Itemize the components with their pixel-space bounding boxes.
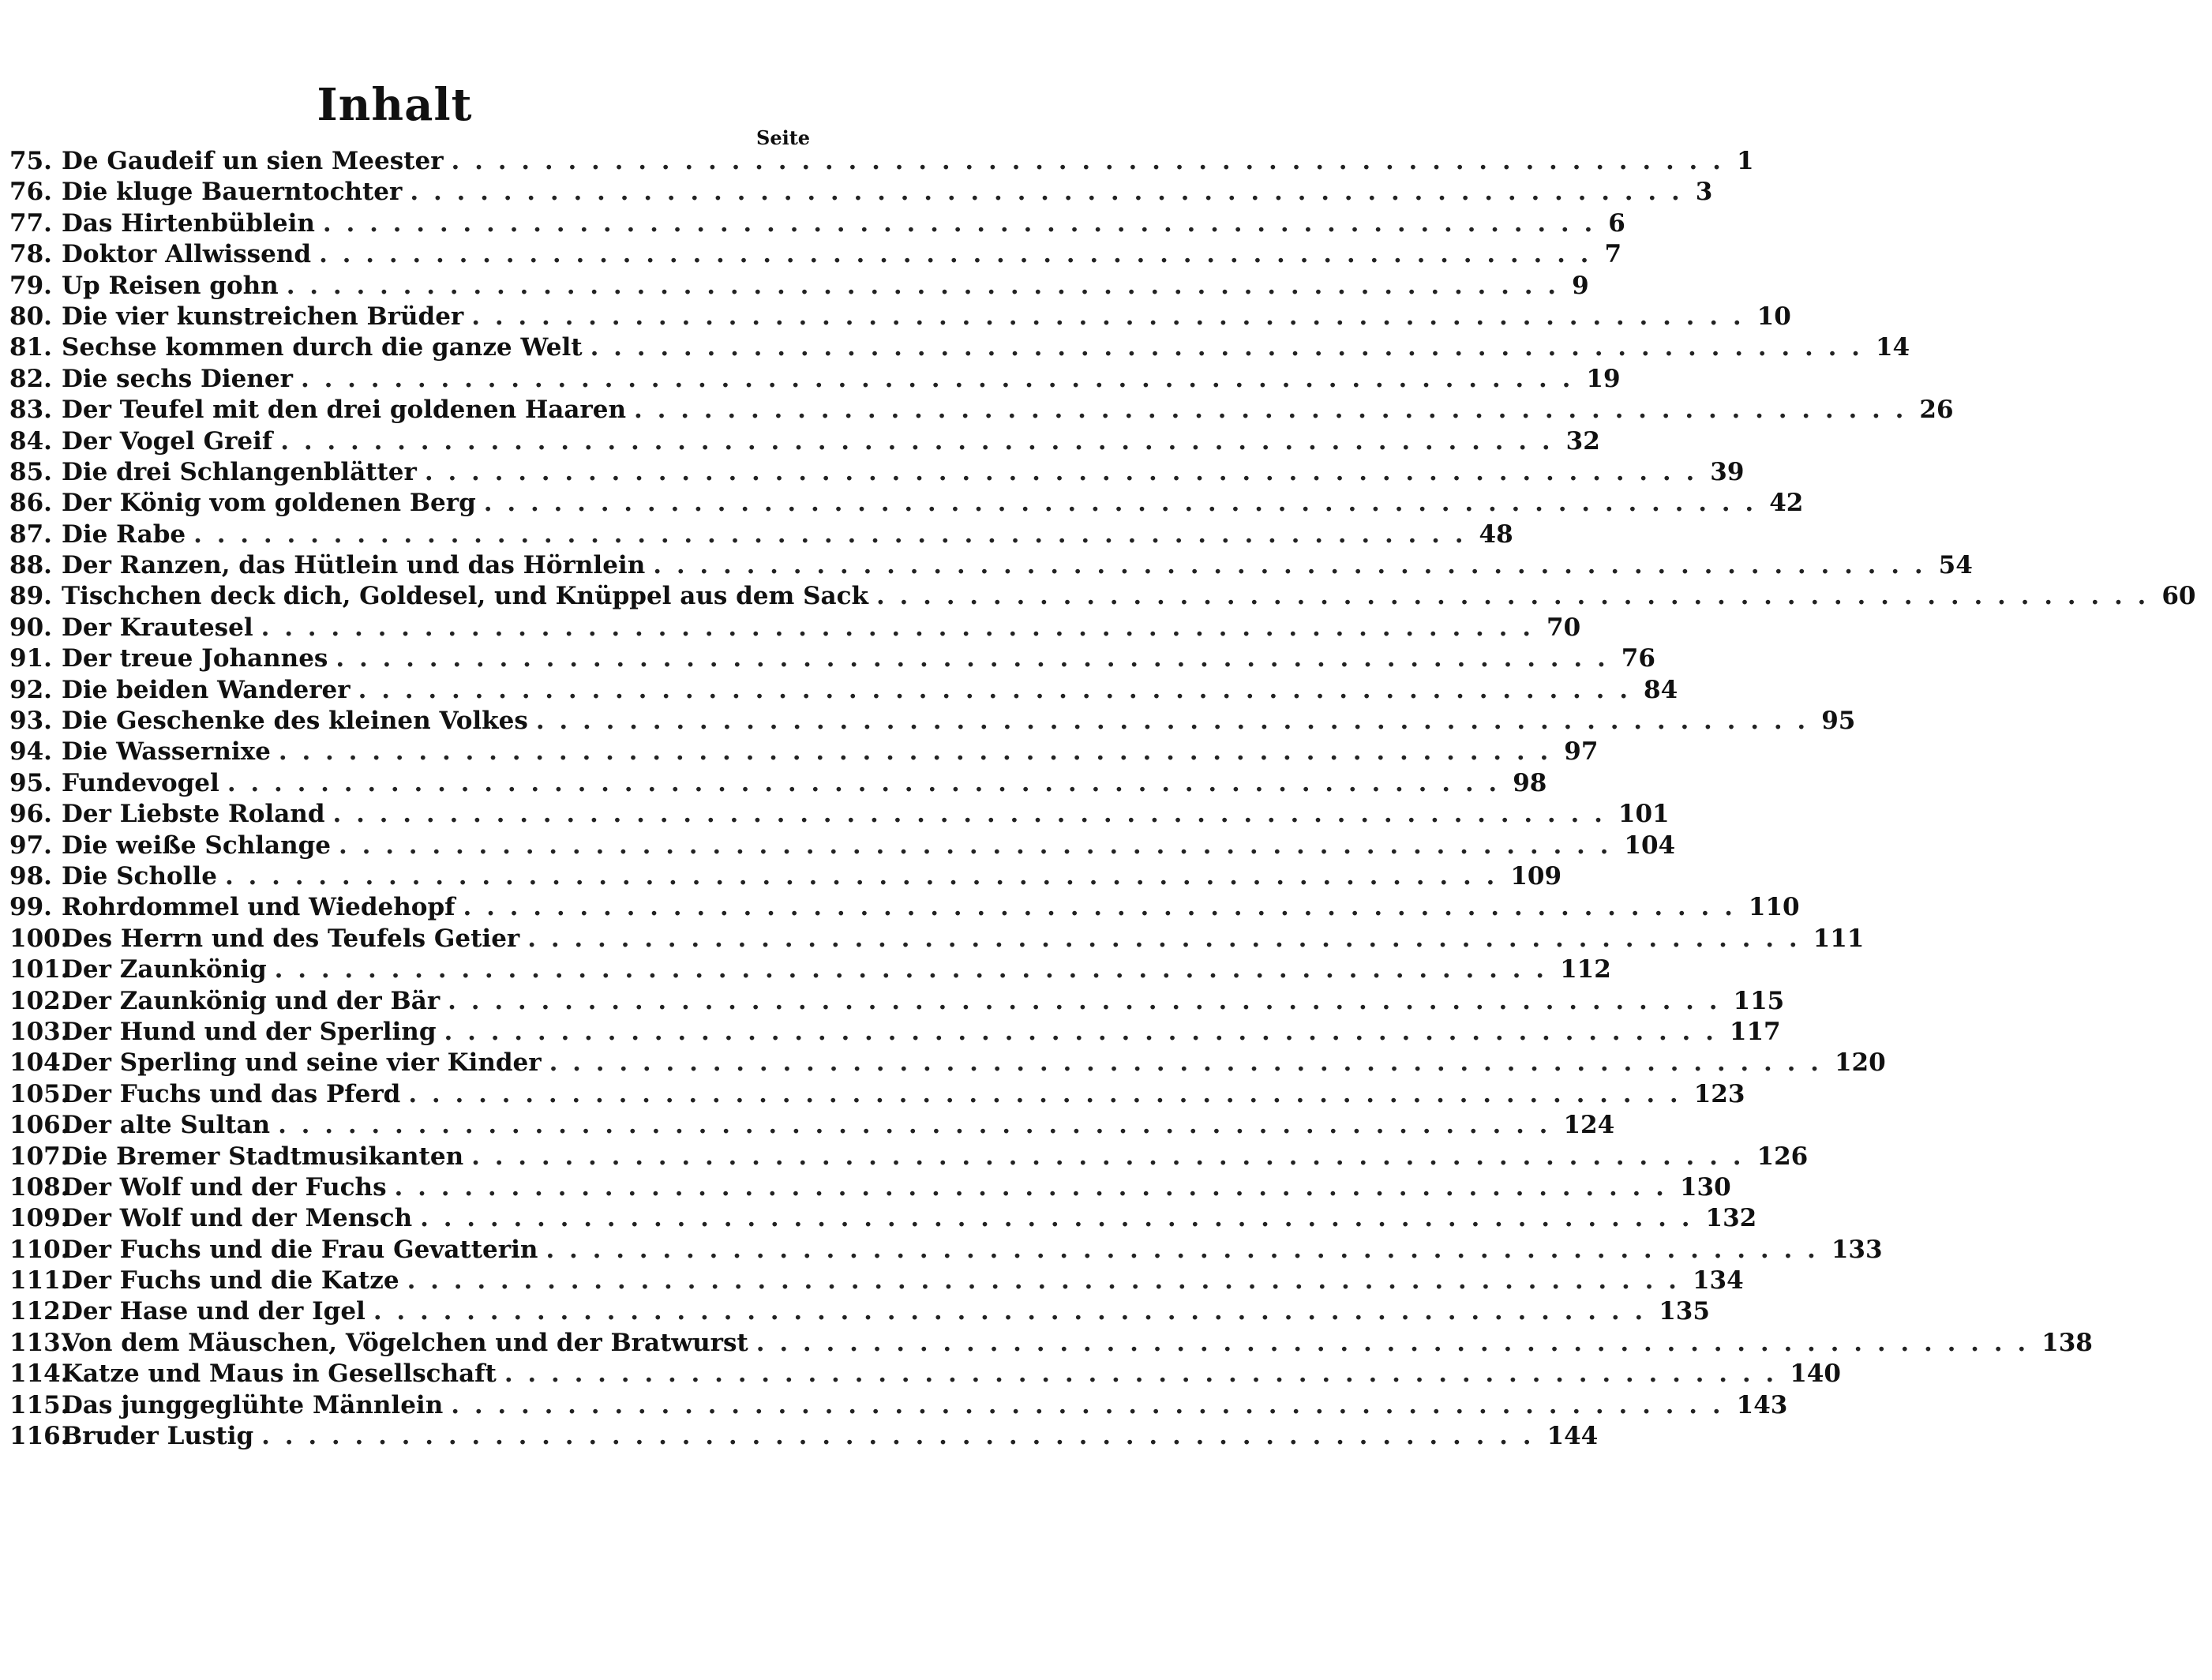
toc-entry-title: Tischchen deck dich, Goldesel, und Knüppel aus dem Sack <box>62 582 868 611</box>
toc-entry <box>9 737 1599 768</box>
toc-dot-leader <box>373 1297 1646 1326</box>
toc-entry <box>9 271 1589 302</box>
toc-dot-leader <box>484 489 1756 517</box>
toc-entry-number: 109. <box>9 1204 69 1233</box>
toc-entry-page: 76 <box>1621 644 1655 673</box>
toc-entry <box>9 613 1581 644</box>
toc-dot-leader <box>444 1018 1717 1046</box>
toc-dot-leader <box>634 396 1906 424</box>
toc-entry-title: Der Liebste Roland <box>62 800 325 829</box>
toc-entry-page: 112 <box>1560 955 1611 984</box>
toc-entry-number: 101. <box>9 955 69 984</box>
toc-entry-title: Das junggeglühte Männlein <box>62 1390 444 1419</box>
toc-entry <box>9 551 1973 582</box>
toc-dot-leader <box>358 676 1631 704</box>
toc-entry <box>9 1204 1757 1235</box>
toc-entry-number: 80. <box>9 302 52 331</box>
toc-entry-page: 130 <box>1679 1172 1731 1202</box>
toc-dot-leader <box>471 302 1744 331</box>
toc-entry-page: 115 <box>1733 986 1785 1015</box>
toc-entry-title: Der alte Sultan <box>62 1111 271 1140</box>
toc-entry-number: 86. <box>9 489 52 518</box>
toc-entry-page: 138 <box>2041 1328 2093 1357</box>
table-of-contents <box>9 147 2196 1453</box>
toc-entry-page: 39 <box>1710 457 1745 486</box>
toc-entry-number: 93. <box>9 707 52 736</box>
toc-entry-title: Die vier kunstreichen Brüder <box>62 302 464 331</box>
toc-dot-leader <box>876 582 2149 610</box>
toc-entry-number: 83. <box>9 396 52 425</box>
toc-entry-number: 105. <box>9 1079 69 1108</box>
toc-entry <box>9 644 1655 675</box>
toc-entry-page: 9 <box>1572 271 1589 300</box>
toc-entry-title: Der Ranzen, das Hütlein und das Hörnlein <box>62 551 646 580</box>
toc-dot-leader <box>471 1142 1744 1171</box>
toc-entry-title: Der Zaunkönig und der Bär <box>62 986 441 1015</box>
toc-entry-number: 76. <box>9 178 52 207</box>
toc-entry-title: Der Hase und der Igel <box>62 1297 366 1326</box>
toc-entry <box>9 302 1791 333</box>
toc-entry-page: 97 <box>1564 737 1599 767</box>
toc-entry <box>9 1048 1886 1079</box>
toc-entry <box>9 1328 2093 1359</box>
toc-entry-number: 98. <box>9 861 52 891</box>
toc-entry-number: 104. <box>9 1048 69 1078</box>
toc-entry-number: 103. <box>9 1017 69 1046</box>
toc-entry-number: 79. <box>9 271 52 300</box>
toc-entry-page: 95 <box>1821 707 1856 736</box>
toc-dot-leader <box>653 551 1925 579</box>
toc-entry-page: 143 <box>1736 1390 1788 1419</box>
toc-dot-leader <box>395 1173 1667 1202</box>
toc-entry-page: 110 <box>1748 893 1800 922</box>
toc-entry-page: 133 <box>1831 1235 1883 1264</box>
toc-dot-leader <box>536 707 1809 735</box>
toc-entry <box>9 333 1910 364</box>
toc-entry <box>9 519 1513 551</box>
toc-entry <box>9 208 1625 240</box>
toc-entry <box>9 955 1611 986</box>
toc-dot-leader <box>301 365 1573 393</box>
toc-entry-number: 102. <box>9 986 69 1015</box>
toc-entry-page: 54 <box>1938 551 1973 580</box>
toc-entry <box>9 1017 1781 1048</box>
toc-entry-page: 60 <box>2161 582 2196 611</box>
toc-entry <box>9 457 1745 489</box>
toc-entry-number: 95. <box>9 768 52 797</box>
toc-dot-leader <box>280 427 1553 456</box>
toc-entry-number: 113. <box>9 1328 69 1357</box>
toc-dot-leader <box>527 924 1800 953</box>
toc-entry-number: 94. <box>9 737 52 767</box>
toc-entry-number: 106. <box>9 1111 69 1140</box>
toc-entry-page: 70 <box>1547 613 1581 642</box>
toc-entry-title: Der Zaunkönig <box>62 955 267 984</box>
toc-entry-page: 144 <box>1547 1422 1599 1451</box>
toc-dot-leader <box>193 520 1466 549</box>
toc-entry <box>9 1142 1809 1173</box>
toc-entry-page: 6 <box>1608 208 1625 238</box>
toc-entry-title: Der Fuchs und die Frau Gevatterin <box>62 1235 538 1264</box>
toc-entry-number: 82. <box>9 364 52 393</box>
toc-entry-number: 92. <box>9 675 52 704</box>
toc-dot-leader <box>275 955 1547 984</box>
toc-entry <box>9 707 1856 737</box>
toc-entry-page: 3 <box>1695 178 1713 207</box>
toc-entry-title: Die drei Schlangenblätter <box>62 457 417 486</box>
toc-dot-leader <box>425 458 1697 486</box>
toc-entry <box>9 1359 1841 1390</box>
toc-entry-number: 77. <box>9 208 52 238</box>
toc-entry-number: 114. <box>9 1359 69 1389</box>
toc-dot-leader <box>287 272 1559 300</box>
toc-entry-number: 75. <box>9 147 52 175</box>
toc-entry-number: 100. <box>9 924 69 953</box>
toc-entry-number: 107. <box>9 1142 69 1171</box>
toc-dot-leader <box>339 831 1611 860</box>
toc-entry-title: De Gaudeif un sien Meester <box>62 147 444 175</box>
toc-entry <box>9 1390 1788 1422</box>
toc-entry-number: 108. <box>9 1172 69 1202</box>
toc-entry <box>9 178 1713 208</box>
toc-entry-title: Sechse kommen durch die ganze Welt <box>62 333 583 362</box>
toc-dot-leader <box>333 800 1606 828</box>
toc-entry <box>9 1079 1745 1111</box>
toc-dot-leader <box>549 1048 1822 1077</box>
toc-entry <box>9 426 1600 458</box>
toc-entry-page: 48 <box>1479 519 1513 549</box>
toc-entry-number: 84. <box>9 426 52 456</box>
toc-entry-page: 26 <box>1919 396 1954 425</box>
toc-entry <box>9 675 1678 707</box>
toc-entry <box>9 986 1785 1018</box>
toc-dot-leader <box>225 862 1498 891</box>
toc-entry-number: 112. <box>9 1297 69 1326</box>
toc-dot-leader <box>448 987 1720 1015</box>
toc-entry <box>9 800 1670 831</box>
toc-dot-leader <box>407 1266 1680 1295</box>
toc-entry-title: Rohrdommel und Wiedehopf <box>62 893 456 922</box>
toc-dot-leader <box>410 178 1682 206</box>
toc-entry-page: 10 <box>1756 302 1791 331</box>
toc-dot-leader <box>279 737 1551 766</box>
toc-entry-title: Der Fuchs und das Pferd <box>62 1079 401 1108</box>
toc-dot-leader <box>408 1080 1681 1108</box>
toc-entry <box>9 893 1800 924</box>
toc-entry-page: 140 <box>1790 1359 1841 1389</box>
toc-entry <box>9 861 1562 893</box>
toc-dot-leader <box>261 1422 1534 1450</box>
toc-dot-leader <box>756 1329 2029 1357</box>
toc-entry-number: 115. <box>9 1390 69 1419</box>
toc-entry-page: 7 <box>1604 240 1622 269</box>
toc-entry-page: 111 <box>1813 924 1865 953</box>
toc-entry-title: Die kluge Bauerntochter <box>62 178 403 207</box>
toc-entry-title: Die Geschenke des kleinen Volkes <box>62 707 528 736</box>
toc-entry-page: 120 <box>1834 1048 1886 1078</box>
toc-entry-page: 126 <box>1756 1142 1809 1171</box>
toc-dot-leader <box>420 1204 1693 1232</box>
toc-entry-page: 101 <box>1618 800 1670 829</box>
toc-dot-leader <box>463 893 1736 921</box>
toc-entry-title: Die Wassernixe <box>62 737 271 767</box>
toc-dot-leader <box>451 1391 1723 1419</box>
toc-entry <box>9 240 1622 271</box>
toc-dot-leader <box>227 769 1500 797</box>
toc-entry-title: Der treue Johannes <box>62 644 328 673</box>
toc-entry <box>9 364 1621 396</box>
toc-entry-page: 134 <box>1692 1266 1744 1296</box>
toc-entry-title: Von dem Mäuschen, Vögelchen und der Bratwurst <box>62 1328 748 1357</box>
toc-entry-title: Der Fuchs und die Katze <box>62 1266 399 1296</box>
toc-entry-title: Die Scholle <box>62 861 217 891</box>
toc-entry <box>9 1172 1731 1204</box>
toc-entry-number: 85. <box>9 457 52 486</box>
toc-entry-number: 81. <box>9 333 52 362</box>
toc-entry-number: 116. <box>9 1422 69 1451</box>
toc-entry <box>9 831 1676 862</box>
toc-entry-title: Der Krautesel <box>62 613 253 642</box>
toc-entry <box>9 768 1547 800</box>
toc-entry-title: Die Rabe <box>62 519 186 549</box>
toc-entry-page: 1 <box>1736 147 1754 175</box>
toc-dot-leader <box>546 1236 1818 1264</box>
toc-dot-leader <box>261 613 1534 642</box>
toc-entry-title: Up Reisen gohn <box>62 271 279 300</box>
toc-entry <box>9 1297 1710 1328</box>
toc-entry <box>9 1111 1615 1142</box>
toc-entry-page: 84 <box>1644 675 1678 704</box>
toc-entry-title: Die Bremer Stadtmusikanten <box>62 1142 464 1171</box>
toc-entry-title: Die sechs Diener <box>62 364 293 393</box>
toc-entry-number: 90. <box>9 613 52 642</box>
toc-entry-number: 91. <box>9 644 52 673</box>
toc-entry-page: 124 <box>1563 1111 1615 1140</box>
toc-entry-title: Der Hund und der Sperling <box>62 1017 437 1046</box>
toc-entry-number: 110. <box>9 1235 69 1264</box>
toc-entry-page: 135 <box>1659 1297 1710 1326</box>
page-column-label: Seite <box>756 126 811 149</box>
toc-dot-leader <box>590 333 1863 362</box>
toc-entry-title: Der Wolf und der Mensch <box>62 1204 413 1233</box>
toc-entry-number: 111. <box>9 1266 69 1296</box>
toc-entry-page: 42 <box>1769 489 1804 518</box>
page-title: Inhalt <box>317 79 473 131</box>
toc-entry-title: Das Hirtenbüblein <box>62 208 315 238</box>
toc-entry <box>9 489 1804 519</box>
toc-entry-number: 88. <box>9 551 52 580</box>
toc-entry-title: Der Vogel Greif <box>62 426 273 456</box>
toc-entry-page: 117 <box>1729 1017 1781 1046</box>
toc-entry-number: 99. <box>9 893 52 922</box>
toc-dot-leader <box>336 644 1608 673</box>
toc-entry-page: 98 <box>1513 768 1547 797</box>
toc-entry-title: Katze und Maus in Gesellschaft <box>62 1359 497 1389</box>
toc-entry <box>9 396 1954 426</box>
toc-entry <box>9 924 1865 955</box>
toc-entry-number: 78. <box>9 240 52 269</box>
toc-entry-title: Der Sperling und seine vier Kinder <box>62 1048 542 1078</box>
toc-entry-title: Die weiße Schlange <box>62 831 332 860</box>
toc-entry-title: Fundevogel <box>62 768 219 797</box>
toc-entry <box>9 1266 1744 1297</box>
toc-entry-page: 109 <box>1510 861 1562 891</box>
toc-entry-page: 19 <box>1586 364 1621 393</box>
toc-entry-page: 104 <box>1624 831 1676 860</box>
toc-entry-title: Der Teufel mit den drei goldenen Haaren <box>62 396 627 425</box>
toc-entry <box>9 582 2196 613</box>
toc-entry <box>9 1422 1599 1453</box>
toc-entry-title: Der König vom goldenen Berg <box>62 489 476 518</box>
toc-entry-number: 89. <box>9 582 52 611</box>
toc-entry-number: 87. <box>9 519 52 549</box>
toc-entry <box>9 147 1754 178</box>
toc-entry-title: Der Wolf und der Fuchs <box>62 1172 387 1202</box>
toc-dot-leader <box>323 209 1595 238</box>
toc-entry-number: 96. <box>9 800 52 829</box>
toc-entry <box>9 1235 1883 1266</box>
toc-entry-page: 32 <box>1565 426 1600 456</box>
toc-dot-leader <box>278 1111 1550 1139</box>
toc-entry-title: Des Herrn und des Teufels Getier <box>62 924 520 953</box>
toc-dot-leader <box>504 1359 1777 1388</box>
toc-dot-leader <box>319 240 1592 268</box>
toc-entry-title: Doktor Allwissend <box>62 240 312 269</box>
toc-entry-page: 132 <box>1705 1204 1757 1233</box>
toc-entry-title: Bruder Lustig <box>62 1422 254 1451</box>
toc-entry-page: 123 <box>1693 1079 1745 1108</box>
toc-entry-title: Die beiden Wanderer <box>62 675 351 704</box>
toc-dot-leader <box>452 147 1724 175</box>
toc-entry-number: 97. <box>9 831 52 860</box>
toc-entry-page: 14 <box>1875 333 1910 362</box>
